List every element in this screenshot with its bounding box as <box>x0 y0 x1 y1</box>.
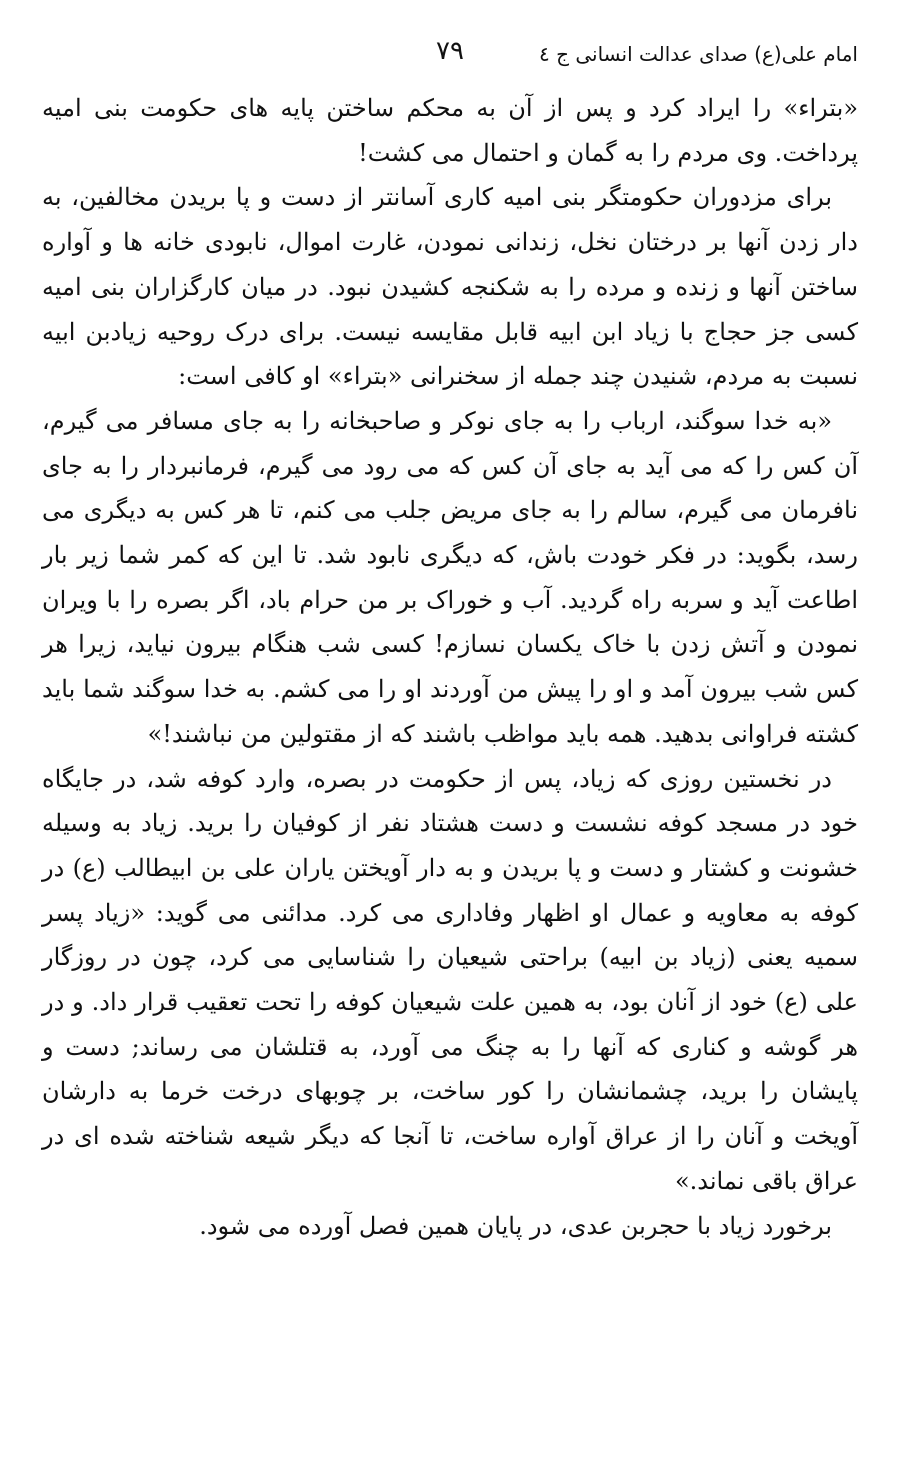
running-header-title: امام علی(ع) صدای عدالت انسانی ج ٤ <box>538 42 858 66</box>
paragraph-2: برای مزدوران حکومتگر بنی امیه کاری آسانتر از دست و پا بریدن مخالفین، به دار زدن آنها بر درختان نخل، زندانی نمودن، غارت اموال، نابودی خانه ها و آواره ساختن آنها و زنده و مرده را به شکنجه کشیدن نبود. در میان کارگزاران بنی امیه کسی جز حجاج با زیاد ابن ابیه قابل مقایسه نیست. برای درک روحیه زیادبن ابیه نسبت به مردم، شنیدن چند جمله از سخنرانی «بتراء» او کافی است: <box>42 183 859 391</box>
paragraph-4: در نخستین روزی که زیاد، پس از حکومت در بصره، وارد کوفه شد، در جایگاه خود در مسجد کوفه نشست و دست هشتاد نفر از کوفیان را برید. زیاد به وسیله خشونت و کشتار و دست و پا بریدن و به دار آویختن یاران علی بن ابیطالب (ع) در کوفه به معاویه و عمال او اظهار وفاداری می کرد. مدائنی می گوید: «زیاد پسر سمیه یعنی (زیاد بن ابیه) براحتی شیعیان را شناسایی می کرد، چون در روزگار علی (ع) خود از آنان بود، به همین علت شیعیان کوفه را تحت تعقیب قرار داد. و در هر گوشه و کناری که آنها را به چنگ می آورد، به قتلشان می رساند; دست و پایشان را برید، چشمانشان را کور ساخت، بر چوبهای درخت خرما به دارشان آویخت و آنان را از عراق آواره ساخت، تا آنجا که دیگر شیعه شناخته شده ای در عراق باقی نماند.» <box>42 764 858 1195</box>
paragraph-1: «بتراء» را ایراد کرد و پس از آن به محکم ساختن پایه های حکومت بنی امیه پرداخت. وی مردم را به گمان و احتمال می کشت! <box>42 94 859 167</box>
page-number: ٧٩ <box>436 36 464 66</box>
body-text <box>42 86 858 1248</box>
paragraph-3-quote: «به خدا سوگند، ارباب را به جای نوکر و صاحبخانه را به جای مسافر می گیرم، آن کس را که می آید به جای آن کس که می رود می گیرم، فرمانبردار را به جای نافرمان می گیرم، سالم را به جای مریض جلب می کنم، تا هر کس به دیگری می رسد، بگوید: در فکر خودت باش، که دیگری نابود شد. تا این که کمر شما زیر بار اطاعت آید و سربه راه گردید. آب و خوراک بر من حرام باد، اگر بصره را با ویران نمودن و آتش زدن با خاک یکسان نسازم! کسی شب هنگام بیرون نیاید، زیرا هر کس شب بیرون آمد و او را پیش من آوردند او را می کشم. به خدا سوگند شما باید کشته فراوانی بدهید. همه باید مواظب باشند که از مقتولین من نباشند!» <box>42 406 858 748</box>
page-header <box>42 36 858 76</box>
paragraph-5: برخورد زیاد با حجربن عدی، در پایان همین فصل آورده می شود. <box>199 1211 832 1240</box>
